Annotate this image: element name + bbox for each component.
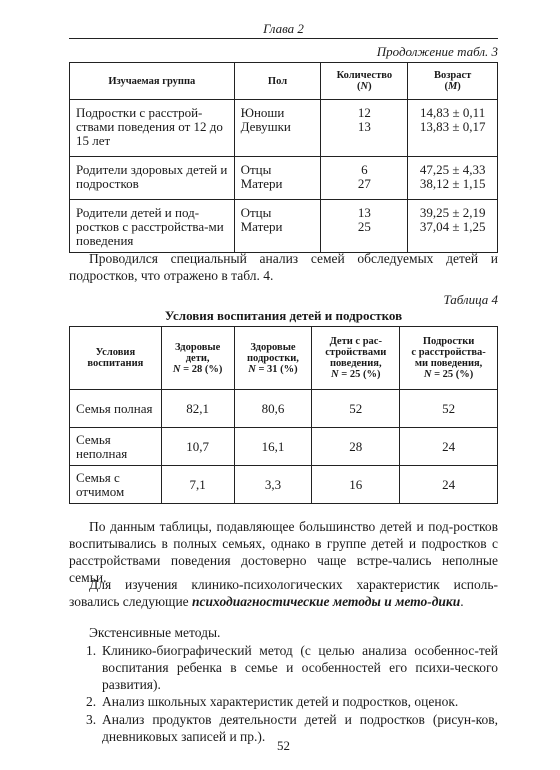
paragraph-analysis: По данным таблицы, подавляющее большинство детей и под-ростков воспитывались в полных семьях, однако в группе детей и подростков с расстройствами поведения достоверно чаще встре-чались неполные семьи. <box>69 519 498 585</box>
list-item: 3. Анализ продуктов деятельности детей и подростков (рисун-ков, дневниковых записей и пр.). <box>86 712 498 744</box>
table4-cell-value: 52 <box>400 390 498 428</box>
table4-title: Условия воспитания детей и подростков <box>164 308 403 323</box>
table3-cell-age: 47,25 ± 4,33 38,12 ± 1,15 <box>408 157 498 200</box>
paragraph-methods: Для изучения клинико-психологических характеристик исполь-зовались следующие психодиагностические методы и мето-дики. <box>69 577 498 609</box>
table3-header-count: Количество (N) <box>321 63 408 100</box>
table-row <box>70 157 498 200</box>
table3-cell-age: 39,25 ± 2,19 37,04 ± 1,25 <box>408 200 498 253</box>
table3-cell-count: 13 25 <box>321 200 408 253</box>
table3-header-row <box>70 63 498 100</box>
table3-cell-group: Подростки с расстрой-ствами поведения от 12 до 15 лет <box>70 100 235 157</box>
running-header: Глава 2 <box>263 21 304 36</box>
table4-caption: Таблица 4 <box>443 292 498 307</box>
table4-cell-value: 28 <box>312 428 400 466</box>
table3-continuation-label: Продолжение табл. 3 <box>376 44 498 59</box>
table3-header-group: Изучаемая группа <box>70 63 235 100</box>
table4-header-disordered-children: Дети с рас- стройствами поведения, N = 25 (%) <box>312 327 400 390</box>
table-row <box>70 466 498 504</box>
table3-cell-group: Родители здоровых детей и подростков <box>70 157 235 200</box>
table4 <box>69 326 498 504</box>
table4-cell-value: 24 <box>400 466 498 504</box>
list-item: 2. Анализ школьных характеристик детей и подростков, оценок. <box>86 694 459 709</box>
table4-cell-value: 7,1 <box>161 466 234 504</box>
table4-header-row <box>70 327 498 390</box>
table4-header-healthy-teens: Здоровые подростки, N = 31 (%) <box>234 327 312 390</box>
table4-cell-label: Семья полная <box>70 390 162 428</box>
table4-cell-value: 16 <box>312 466 400 504</box>
table3-cell-sex: Отцы Матери <box>234 200 321 253</box>
table3-cell-age: 14,83 ± 0,11 13,83 ± 0,17 <box>408 100 498 157</box>
table4-cell-value: 3,3 <box>234 466 312 504</box>
table4-cell-value: 80,6 <box>234 390 312 428</box>
table4-cell-value: 52 <box>312 390 400 428</box>
table4-header-disordered-teens: Подростки с расстройства- ми поведения, N = 25 (%) <box>400 327 498 390</box>
table3-cell-sex: Отцы Матери <box>234 157 321 200</box>
table3 <box>69 62 498 253</box>
table4-cell-label: Семья неполная <box>70 428 162 466</box>
table-row <box>70 100 498 157</box>
table3-cell-sex: Юноши Девушки <box>234 100 321 157</box>
table4-header-conditions: Условия воспитания <box>70 327 162 390</box>
table4-cell-value: 10,7 <box>161 428 234 466</box>
header-rule <box>69 38 498 39</box>
table3-header-age: Возраст (M) <box>408 63 498 100</box>
table-row <box>70 200 498 253</box>
table3-cell-group: Родители детей и под-ростков с расстройства-ми поведения <box>70 200 235 253</box>
list-item: 1. Клинико-биографический метод (с целью анализа особеннос-тей воспитания ребенка в семье и особенностей его психи-ческого развития). <box>86 643 498 692</box>
page-number: 52 <box>277 738 290 753</box>
paragraph-intro-table4: Проводился специальный анализ семей обследуемых детей и подростков, что отражено в табл. 4. <box>69 251 498 283</box>
table4-cell-value: 16,1 <box>234 428 312 466</box>
table3-header-sex: Пол <box>234 63 321 100</box>
table4-cell-value: 82,1 <box>161 390 234 428</box>
table4-cell-value: 24 <box>400 428 498 466</box>
table3-cell-count: 6 27 <box>321 157 408 200</box>
methods-emphasis: психодиагностические методы и мето-дики <box>192 594 461 609</box>
table4-cell-label: Семья с отчимом <box>70 466 162 504</box>
paragraph-extensive-methods: Экстенсивные методы. <box>89 625 221 640</box>
table3-cell-count: 12 13 <box>321 100 408 157</box>
table-row <box>70 428 498 466</box>
table4-header-healthy-children: Здоровые дети, N = 28 (%) <box>161 327 234 390</box>
table-row <box>70 390 498 428</box>
